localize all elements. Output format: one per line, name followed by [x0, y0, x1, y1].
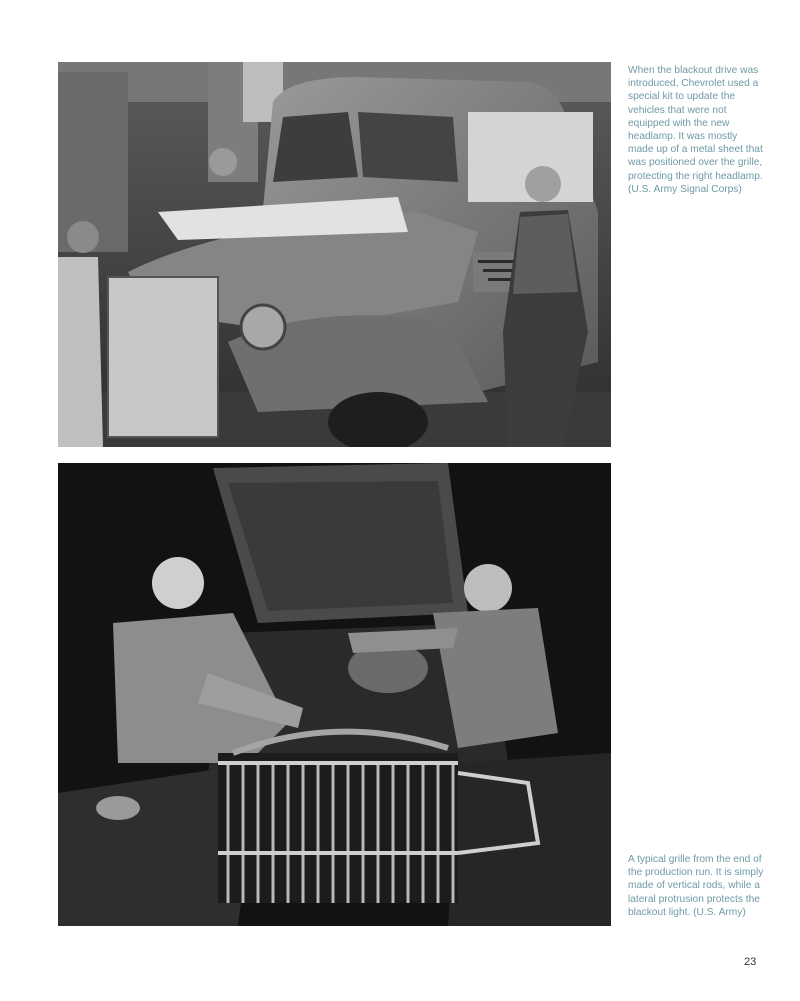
caption-top: When the blackout drive was introduced, Chevrolet used a special kit to update the vehicles that were not equipped with the new headlamp. It was mostly made up of a metal sheet that was positioned over the grille, protecting the right headlamp. (U.S. Army Signal Corps) [628, 65, 763, 195]
photo-blackout-kit-truck [58, 62, 611, 447]
photo-production-grille [58, 463, 611, 926]
photo-production-grille-image [58, 463, 611, 926]
photo-blackout-kit-truck-image [58, 62, 611, 447]
caption-bottom: A typical grille from the end of the production run. It is simply made of vertical rods, while a lateral protrusion protects the blackout light. (U.S. Army) [628, 854, 764, 918]
page-number: 23 [744, 956, 757, 968]
